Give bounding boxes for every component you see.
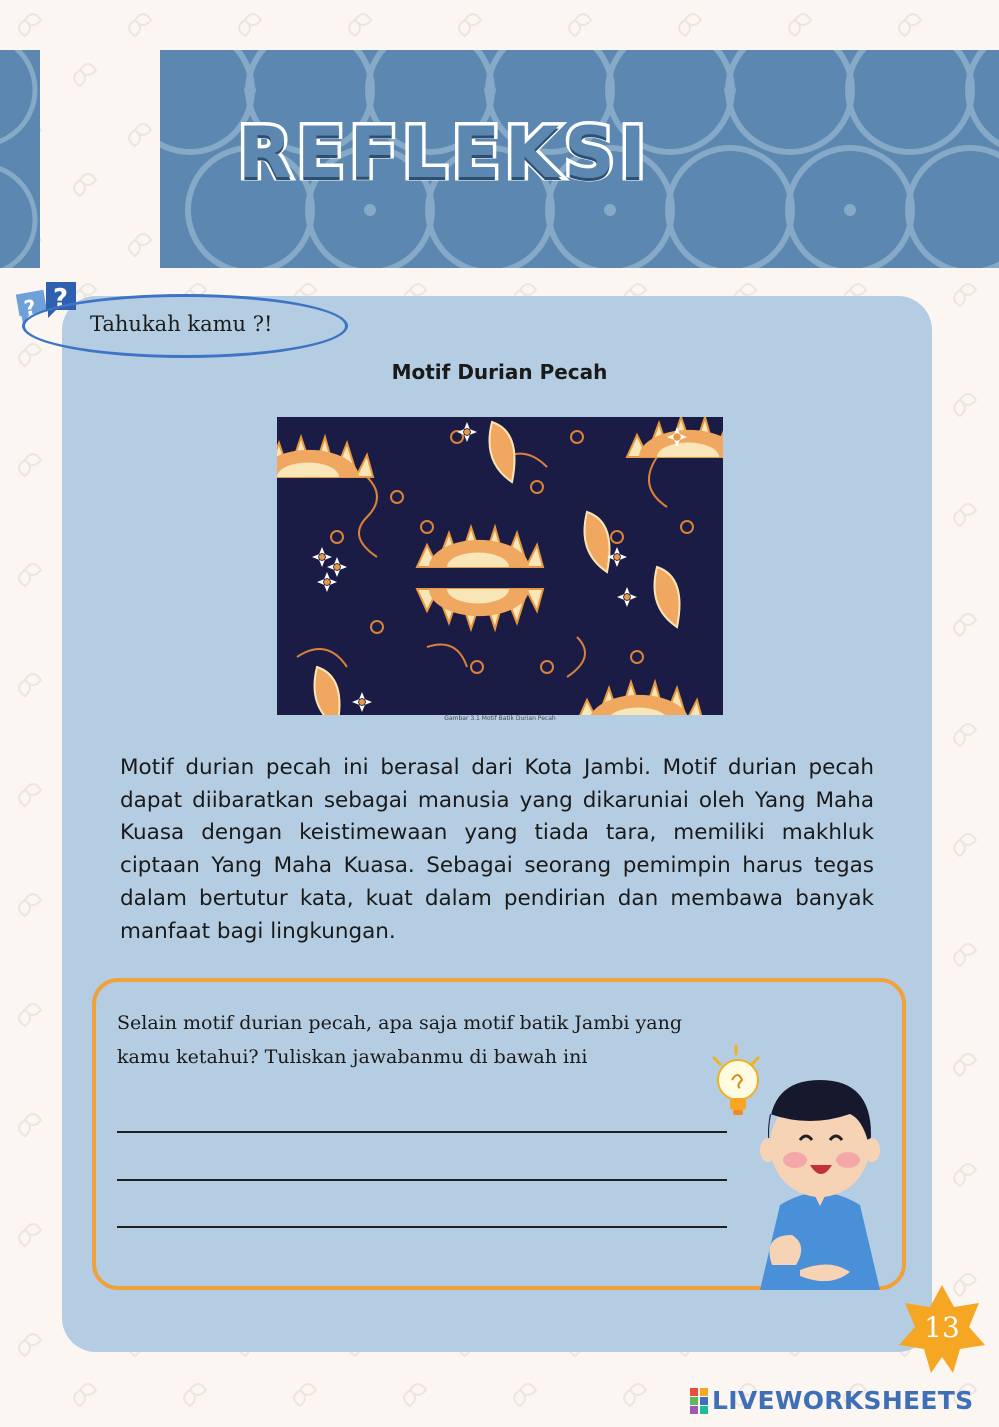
thinking-boy-illustration — [700, 1040, 900, 1290]
batik-image — [277, 417, 723, 715]
svg-text:?: ? — [53, 284, 69, 314]
liveworksheets-logo-icon — [690, 1388, 708, 1414]
page-title: REFLEKSI — [238, 112, 651, 194]
answer-line[interactable] — [117, 1179, 727, 1181]
image-caption: Gambar 3.1 Motif Batik Durian Pecah — [444, 715, 556, 722]
page-number: 13 — [924, 1311, 960, 1344]
svg-text:?: ? — [22, 294, 38, 321]
answer-line[interactable] — [117, 1131, 727, 1133]
banner-left-strip — [0, 50, 40, 268]
answer-line[interactable] — [117, 1226, 727, 1228]
lightbulb-icon — [714, 1046, 758, 1115]
motif-title: Motif Durian Pecah — [391, 360, 608, 384]
liveworksheets-brand[interactable]: LIVEWORKSHEETS — [712, 1386, 974, 1415]
did-you-know-label: Tahukah kamu ?! — [90, 312, 273, 336]
question-text: Selain motif durian pecah, apa saja motif batik Jambi yang kamu ketahui? Tuliskan jawabanmu di bawah ini — [117, 1012, 682, 1068]
motif-description: Motif durian pecah ini berasal dari Kota Jambi. Motif durian pecah dapat diibaratkan sebagai manusia yang dikaruniai oleh Yang Maha Kuasa dengan keistimewaan yang tiada tara, memiliki makhluk ciptaan Yang Maha Kuasa. Sebagai seorang pemimpin harus tegas dalam bertutur kata, kuat dalam pendirian dan membawa banyak manfaat bagi lingkungan. — [120, 755, 874, 944]
